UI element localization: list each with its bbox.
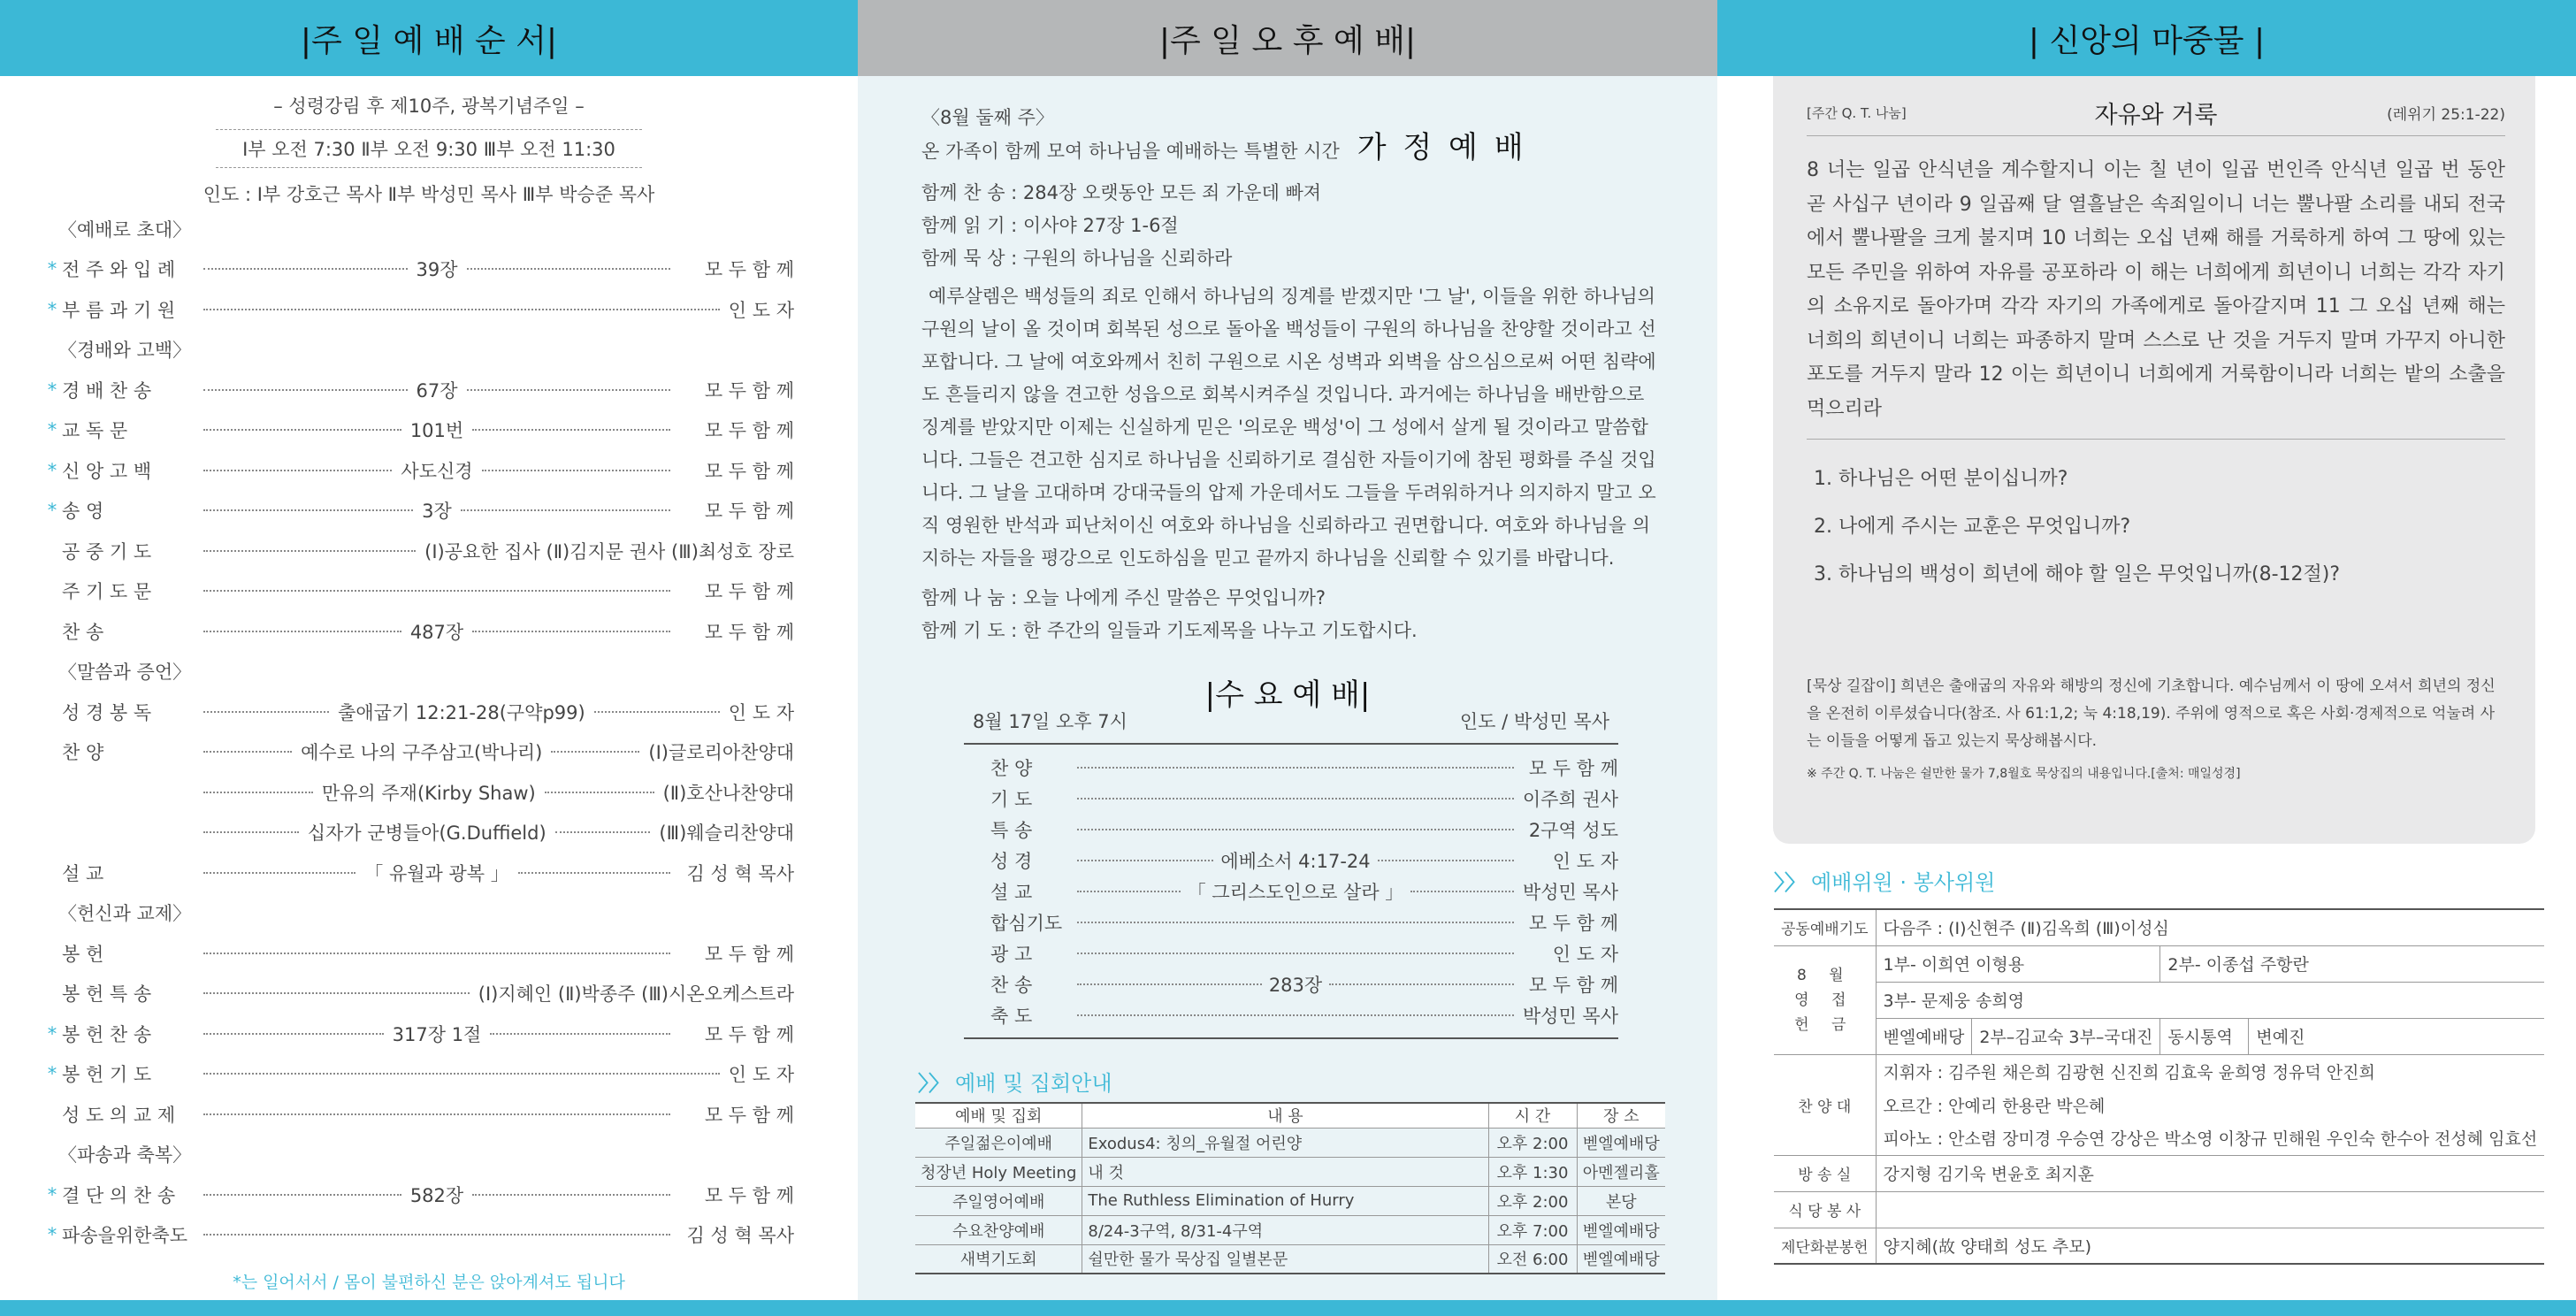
order-item-label: 설 교 [62, 862, 104, 884]
dot-leader [1077, 922, 1514, 923]
family-sharing: 함께 나 눔 : 오늘 나에게 주신 말씀은 무엇입니까? [921, 587, 1326, 608]
dot-leader [203, 631, 401, 632]
schedule-header-content: 내 용 [1082, 1103, 1488, 1128]
dot-leader [594, 711, 720, 713]
order-item-label: 성 경 봉 독 [62, 701, 152, 723]
dot-leader [1077, 767, 1514, 769]
interpretation-name: 변예진 [2249, 1018, 2544, 1054]
schedule-content: The Ruthless Elimination of Hurry [1082, 1186, 1488, 1215]
order-row [42, 732, 794, 773]
order-row [42, 692, 794, 732]
order-item-label: 경 배 찬 송 [62, 379, 152, 402]
dot-leader [203, 550, 416, 552]
wednesday-item-label: 설 교 [990, 881, 1033, 903]
standing-mark: * [47, 298, 57, 320]
wednesday-item-leader: 모 두 함 께 [1528, 912, 1618, 934]
dot-leader [203, 509, 413, 511]
bethel-detail: 2부–김교숙 3부–국대진 [1972, 1018, 2160, 1054]
wednesday-item-leader: 박성민 목사 [1522, 881, 1619, 903]
dot-leader [203, 872, 355, 874]
faith-primer-panel [1717, 0, 2576, 1300]
wednesday-item-detail: 「 그리스도인으로 살라 」 [1187, 881, 1404, 903]
service-times: Ⅰ부 오전 7:30 Ⅱ부 오전 9:30 Ⅲ부 오전 11:30 [216, 129, 642, 168]
order-item-leader: 모 두 함 께 [704, 581, 794, 603]
wednesday-leader: 인도 / 박성민 목사 [1459, 711, 1609, 732]
order-section-heading: 〈파송과 축복〉 [58, 1144, 192, 1167]
dot-leader [1077, 891, 1181, 892]
schedule-time: 오전 6:00 [1488, 1244, 1577, 1274]
afternoon-service-header: |주 일 오 후 예 배| [858, 0, 1717, 76]
schedule-time: 오후 2:00 [1488, 1186, 1577, 1215]
order-item-label: 교 독 문 [62, 420, 128, 442]
order-row [42, 1014, 794, 1054]
order-item-label: 봉 헌 특 송 [62, 983, 152, 1006]
order-row [42, 450, 794, 491]
qt-question: 1. 하나님은 어떤 분이십니까? [1814, 468, 2068, 490]
order-item-detail: 사도신경 [401, 460, 473, 482]
wednesday-row [964, 845, 1618, 876]
order-item-leader: 모 두 함 께 [704, 1023, 795, 1045]
order-item-label: 전 주 와 입 례 [62, 259, 176, 281]
order-row [42, 289, 794, 330]
wednesday-item-label: 축 도 [990, 1005, 1033, 1027]
schedule-time: 오후 1:30 [1488, 1157, 1577, 1186]
dot-leader [518, 872, 670, 874]
kitchen-value [1876, 1191, 2544, 1228]
broadcast-label: 방 송 실 [1774, 1155, 1876, 1191]
family-meditation: 함께 묵 상 : 구원의 하나님을 신뢰하라 [921, 248, 1233, 269]
bottom-accent-bar [0, 1300, 2576, 1316]
order-row [42, 370, 794, 410]
dot-leader [1077, 953, 1514, 954]
order-section-heading: 〈헌신과 교제〉 [58, 903, 192, 925]
wednesday-row [964, 876, 1618, 907]
schedule-title-text: 예배 및 집회안내 [955, 1071, 1112, 1096]
qt-footnote: ※ 주간 Q. T. 나눔은 쉴만한 물가 7,8월호 묵상집의 내용입니다.[출처: 매일성경] [1807, 767, 2241, 781]
dot-leader [203, 751, 292, 753]
standing-mark: * [47, 419, 57, 441]
wednesday-row [964, 752, 1618, 783]
wednesday-item-label: 특 송 [990, 819, 1033, 841]
qt-meditation-guide: [묵상 길잡이] 희년은 출애굽의 자유와 해방의 정신에 기초합니다. 예수님께서 이 땅에 오셔서 희년의 정신을 온전히 이루셨습니다(참조. 사 61:1,2; 눅 4:18,19). 주위에 영적으로 혹은 사회·경제적으로 억눌려 사는 이들을 어떻게 돕고 있는지 묵상해봅시다. [1807, 677, 2496, 750]
family-hymn: 함께 찬 송 : 284장 오랫동안 모든 죄 가운데 빠져 [921, 182, 1322, 203]
order-row [42, 853, 794, 893]
dot-leader [482, 470, 670, 471]
qt-title: 자유와 거룩 [2094, 102, 2218, 129]
standing-mark: * [47, 258, 57, 280]
schedule-header-service: 예배 및 집회 [915, 1103, 1082, 1128]
service-leaders: 인도 : Ⅰ부 강호근 목사 Ⅱ부 박성민 목사 Ⅲ부 박승준 목사 [203, 184, 655, 205]
order-item-detail: 317장 1절 [392, 1023, 482, 1045]
dot-leader [203, 992, 470, 994]
joint-prayer-value: 다음주 : (Ⅰ)신현주 (Ⅱ)김옥희 (Ⅲ)이성심 [1876, 909, 2544, 945]
interpretation-label: 동시통역 [2160, 1018, 2249, 1054]
wednesday-item-label: 찬 송 [990, 974, 1033, 996]
order-item-leader: 모 두 함 께 [704, 460, 794, 482]
qt-box [1773, 76, 2535, 844]
order-item-leader: (Ⅲ)웨슬리찬양대 [659, 822, 795, 845]
dot-leader [472, 1194, 670, 1196]
sunday-order-panel [0, 0, 858, 1300]
wednesday-item-leader: 박성민 목사 [1522, 1005, 1618, 1027]
schedule-content: Exodus4: 칭의_유월절 어린양 [1082, 1128, 1488, 1157]
qt-reference: (레위기 25:1-22) [2387, 106, 2505, 124]
kitchen-label: 식 당 봉 사 [1774, 1191, 1876, 1228]
order-row [42, 772, 794, 813]
dot-leader [203, 1073, 720, 1075]
order-item-detail: 487장 [409, 621, 464, 643]
choir-piano: 피아노 : 안소렴 장미경 우승연 강상은 박소영 이창규 민해원 우인숙 한수아 전성혜 임효선 [1876, 1121, 2544, 1155]
order-row [42, 1215, 794, 1256]
wednesday-item-label: 합심기도 [990, 912, 1063, 934]
schedule-service: 수요찬양예배 [915, 1215, 1082, 1244]
order-item-detail: 582장 [409, 1184, 464, 1206]
order-item-label: 주 기 도 문 [62, 581, 152, 603]
wednesday-item-detail: 283장 [1268, 974, 1323, 996]
standing-mark: * [47, 1022, 57, 1044]
wednesday-item-leader: 모 두 함 께 [1528, 974, 1618, 996]
dot-leader [203, 590, 670, 592]
family-worship-intro: 온 가족이 함께 모여 하나님을 예배하는 특별한 시간 [921, 141, 1340, 162]
order-item-leader: 인 도 자 [728, 1064, 794, 1086]
wednesday-item-leader: 모 두 함 께 [1528, 757, 1618, 779]
standing-mark: * [47, 500, 57, 522]
schedule-time: 오후 7:00 [1488, 1215, 1577, 1244]
wednesday-service-title: |수 요 예 배| [1204, 677, 1371, 713]
order-item-label: 파송을위한축도 [62, 1225, 188, 1247]
wednesday-row [964, 814, 1618, 845]
wednesday-item-leader: 인 도 자 [1552, 850, 1618, 872]
order-item-leader: (Ⅰ)글로리아찬양대 [648, 742, 795, 764]
order-item-leader: (Ⅰ)지혜인 (Ⅱ)박종주 (Ⅲ)시온오케스트라 [478, 983, 794, 1006]
order-row [42, 249, 794, 290]
sunday-order-header: |주 일 예 배 순 서| [0, 0, 858, 76]
dot-leader [203, 309, 720, 310]
order-item-detail: 만유의 주재(Kirby Shaw) [321, 782, 536, 804]
dot-leader [203, 1194, 401, 1196]
order-item-detail: 101번 [409, 420, 464, 442]
dot-leader [203, 831, 299, 833]
order-row [42, 1094, 794, 1135]
family-worship [921, 103, 1664, 647]
standing-mark: * [47, 1224, 57, 1246]
order-item-leader: 인 도 자 [728, 701, 794, 723]
order-item-leader: 모 두 함 께 [704, 621, 794, 643]
meditation-paragraph: 예루살렘은 백성들의 죄로 인해서 하나님의 징계를 받겠지만 '그 날', 이들을 위한 하나님의 구원의 날이 올 것이며 회복된 성으로 돌아올 백성들이 구원의 하나님을 찬양할 것이라고 선포합니다. 그 날에 여호와께서 친히 구원으로 시온 성벽과 외벽을 삼으심으로써 어떤 침략에도 흔들리지 않을 견고한 성읍으로 회복시켜주실 것입니다. 과거에는 하나님을 배반함으로 징계를 받았지만 이제는 신실하게 믿은 '의로운 백성'이 그 성에서 살게 될 것이라고 말씀합니다. 그들은 견고한 심지로 하나님을 신뢰하기로 결심한 자들이기에 참된 평화를 주실 것입니다. 그 날을 고대하며 강대국들의 압제 가운데서도 그들을 두려워하거나 의지하지 말고 오직 영원한 반석과 피난처이신 여호와 하나님을 신뢰하라고 권면합니다. 여호와 하나님을 의지하는 자들을 평강으로 인도하심을 믿고 끝까지 하나님을 신뢰할 수 있기를 바랍니다. [921, 286, 1656, 569]
schedule-row [915, 1128, 1665, 1157]
order-item-leader: 모 두 함 께 [704, 420, 794, 442]
dot-leader [203, 268, 408, 270]
order-item-leader: 모 두 함 께 [704, 501, 794, 523]
chevron-right-icon: 〉〉 [1774, 870, 1806, 895]
wednesday-item-leader: 2구역 성도 [1528, 819, 1618, 841]
schedule-place: 아멘젤리홀 [1577, 1157, 1665, 1186]
schedule-row [915, 1244, 1665, 1274]
volunteers-section-title [1774, 865, 1995, 896]
dot-leader [1077, 860, 1213, 861]
wednesday-item-label: 찬 양 [990, 757, 1033, 779]
wednesday-item-detail: 에베소서 4:17-24 [1220, 850, 1371, 872]
order-item-label: 부 름 과 기 원 [62, 299, 176, 321]
dot-leader [203, 429, 401, 431]
sunday-subtitle: – 성령강림 후 제10주, 광복기념주일 – [273, 96, 585, 117]
family-worship-title: 가 정 예 배 [1357, 130, 1527, 165]
week-label: 〈8월 둘째 주〉 [921, 107, 1054, 128]
order-of-worship-list [42, 209, 794, 1255]
afternoon-service-panel [858, 0, 1717, 1300]
wednesday-item-label: 성 경 [990, 850, 1033, 872]
dot-leader [203, 711, 329, 713]
order-item-label: 찬 양 [62, 742, 104, 764]
dot-leader [203, 953, 670, 954]
order-row [42, 813, 794, 853]
schedule-service: 주일영어예배 [915, 1186, 1082, 1215]
volunteers-title-text: 예배위원 · 봉사위원 [1811, 870, 1996, 895]
order-item-label: 공 중 기 도 [62, 540, 152, 562]
order-item-detail: 3장 [422, 501, 452, 523]
order-section-heading: 〈경배와 고백〉 [58, 340, 192, 362]
choir-label: 찬 양 대 [1774, 1054, 1876, 1155]
schedule-row [915, 1157, 1665, 1186]
schedule-content: 내 것 [1082, 1157, 1488, 1186]
wednesday-row [964, 907, 1618, 937]
dot-leader [1077, 1014, 1514, 1016]
order-item-leader: 김 성 혁 목사 [686, 1225, 794, 1247]
order-item-leader: 모 두 함 께 [704, 943, 794, 965]
wednesday-item-leader: 이주희 권사 [1522, 788, 1618, 810]
dot-leader [472, 429, 670, 431]
altar-flower-value: 양지혜(故 양태희 성도 추모) [1876, 1228, 2544, 1264]
greeter-part2: 2부- 이종섭 주항란 [2160, 945, 2544, 982]
dot-leader [203, 1234, 670, 1236]
wednesday-row [964, 937, 1618, 968]
order-row [42, 491, 794, 532]
wednesday-row [964, 783, 1618, 814]
dot-leader [467, 389, 671, 391]
order-item-leader: 김 성 혁 목사 [686, 862, 794, 884]
order-item-detail: 67장 [416, 379, 458, 402]
dot-leader [203, 470, 392, 471]
joint-prayer-label: 공동예배기도 [1774, 909, 1876, 945]
standing-mark: * [47, 459, 57, 481]
order-item-label: 송 영 [62, 501, 104, 523]
schedule-service: 주일젊은이예배 [915, 1128, 1082, 1157]
order-item-leader: 모 두 함 께 [704, 1184, 794, 1206]
schedule-service: 새벽기도회 [915, 1244, 1082, 1274]
wednesday-date: 8월 17일 오후 7시 [973, 711, 1127, 732]
qt-scripture: 8 너는 일곱 안식년을 계수할지니 이는 칠 년이 일곱 번인즉 안식년 일곱 번 동안 곧 사십구 년이라 9 일곱째 달 열흘날은 속죄일이니 너는 뿔나팔 소리를 내되 전국에서 뿔나팔을 크게 불지며 10 너희는 오십 년째 해를 거룩하게 하여 그 땅에 있는 모든 주민을 위하여 자유를 공포하라 이 해는 너희에게 희년이니 너희는 각각 자기의 소유지로 돌아가며 각각 자기의 가족에게로 돌아갈지며 11 그 오십 년째 해는 너희의 희년이니 너희는 파종하지 말며 스스로 난 것을 거두지 말며 가꾸지 아니한 포도를 거두지 말라 12 이는 희년이니 너희에게 거룩함이니라 너희는 밭의 소출을 먹으리라 [1807, 154, 2505, 440]
dot-leader [472, 631, 670, 632]
wednesday-service [964, 708, 1618, 1039]
qt-question: 3. 하나님의 백성이 희년에 해야 할 일은 무엇입니까(8-12절)? [1814, 563, 2341, 585]
schedule-place: 본당 [1577, 1186, 1665, 1215]
dot-leader [203, 792, 313, 793]
order-item-leader: 모 두 함 께 [704, 1104, 794, 1126]
wednesday-row [964, 968, 1618, 999]
order-row [42, 933, 794, 974]
dot-leader [203, 389, 408, 391]
choir-organ: 오르간 : 안예리 한용란 박은혜 [1883, 1096, 2106, 1116]
dot-leader [203, 1033, 384, 1035]
standing-mark: * [47, 1183, 57, 1205]
order-row [42, 531, 794, 571]
dot-leader [1077, 798, 1514, 800]
dot-leader [467, 268, 671, 270]
order-item-detail: 예수로 나의 구주삼고(박나리) [301, 742, 543, 764]
schedule-header-time: 시 간 [1488, 1103, 1577, 1128]
schedule-header-place: 장 소 [1577, 1103, 1665, 1128]
order-section-heading: 〈예배로 초대〉 [58, 218, 192, 241]
order-item-label: 봉 헌 [62, 943, 104, 965]
schedule-place: 벧엘예배당 [1577, 1244, 1665, 1274]
dot-leader [555, 831, 651, 833]
family-reading: 함께 읽 기 : 이사야 27장 1-6절 [921, 215, 1179, 236]
order-item-leader: (Ⅱ)호산나찬양대 [662, 782, 795, 804]
schedule-place: 벧엘예배당 [1577, 1128, 1665, 1157]
order-item-leader: 인 도 자 [728, 299, 794, 321]
dot-leader [1077, 983, 1262, 985]
order-item-leader: 모 두 함 께 [704, 379, 795, 402]
family-worship-intro-line [921, 130, 1664, 165]
dot-leader [1077, 829, 1514, 830]
schedule-row [915, 1215, 1665, 1244]
schedule-content: 8/24-3구역, 8/31-4구역 [1082, 1215, 1488, 1244]
schedule-section-title [918, 1066, 1112, 1097]
dot-leader [551, 751, 639, 753]
dot-leader [1410, 891, 1514, 892]
order-row [42, 1054, 794, 1095]
chevron-right-icon: 〉〉 [918, 1071, 950, 1096]
dot-leader [1378, 860, 1514, 861]
order-row [42, 410, 794, 451]
order-item-label: 봉 헌 찬 송 [62, 1023, 152, 1045]
greeter-part1: 1부- 이희연 이형용 [1876, 945, 2160, 982]
order-row [42, 1174, 794, 1215]
order-section-heading: 〈말씀과 증언〉 [58, 662, 192, 684]
standing-mark: * [47, 1063, 57, 1085]
qt-tag: [주간 Q. T. 나눔] [1807, 105, 1907, 121]
dot-leader [545, 792, 654, 793]
order-item-leader: 모 두 함 께 [704, 259, 795, 281]
schedule-service: 청장년 Holy Meeting [915, 1157, 1082, 1186]
order-item-label: 봉 헌 기 도 [62, 1064, 152, 1086]
order-item-label: 찬 송 [62, 621, 104, 643]
volunteers-table [1774, 908, 2544, 1265]
wednesday-item-label: 기 도 [990, 788, 1033, 810]
altar-flower-label: 제단화분봉헌 [1774, 1228, 1876, 1264]
greeter-part3: 3부- 문제웅 송희영 [1876, 982, 2544, 1018]
dot-leader [490, 1033, 670, 1035]
greeter-label: 8 월 영 접 헌 금 [1774, 945, 1876, 1054]
order-row [42, 611, 794, 652]
dot-leader [461, 509, 670, 511]
standing-note: *는 일어서서 / 몸이 불편하신 분은 앉아계셔도 됩니다 [233, 1273, 625, 1292]
schedule-place: 벧엘예배당 [1577, 1215, 1665, 1244]
dot-leader [203, 1113, 670, 1115]
order-item-detail: 39장 [416, 259, 458, 281]
schedule-row [915, 1186, 1665, 1215]
order-row [42, 974, 794, 1014]
wednesday-item-leader: 인 도 자 [1552, 943, 1618, 965]
schedule-content: 쉴만한 물가 묵상집 일별본문 [1082, 1244, 1488, 1274]
order-item-leader: (Ⅰ)공요한 집사 (Ⅱ)김지문 권사 (Ⅲ)최성호 장로 [424, 540, 794, 562]
faith-primer-header: | 신앙의 마중물 | [1717, 0, 2576, 76]
standing-mark: * [47, 379, 57, 401]
wednesday-row [964, 999, 1618, 1030]
schedule-table [915, 1102, 1665, 1274]
broadcast-value: 강지형 김기욱 변윤호 최지훈 [1876, 1155, 2544, 1191]
order-item-label: 결 단 의 찬 송 [62, 1184, 176, 1206]
order-row [42, 571, 794, 612]
order-item-detail: 「 유월과 광복 」 [364, 862, 509, 884]
bethel-label: 벧엘예배당 [1876, 1018, 1972, 1054]
wednesday-order-list [964, 745, 1618, 1039]
schedule-time: 오후 2:00 [1488, 1128, 1577, 1157]
family-prayer: 함께 기 도 : 한 주간의 일들과 기도제목을 나누고 기도합시다. [921, 620, 1418, 641]
order-item-detail: 출애굽기 12:21-28(구약p99) [338, 701, 585, 723]
order-item-label: 성 도 의 교 제 [62, 1104, 176, 1126]
wednesday-item-label: 광 고 [990, 943, 1033, 965]
order-item-label: 신 앙 고 백 [62, 460, 152, 482]
qt-question: 2. 나에게 주시는 교훈은 무엇입니까? [1814, 516, 2131, 538]
dot-leader [1329, 983, 1514, 985]
choir-conductor: 지휘자 : 김주원 채은희 김광현 신진희 김효욱 윤희영 정유덕 안진희 [1883, 1062, 2375, 1083]
order-item-detail: 십자가 군병들아(G.Duffield) [307, 822, 547, 845]
